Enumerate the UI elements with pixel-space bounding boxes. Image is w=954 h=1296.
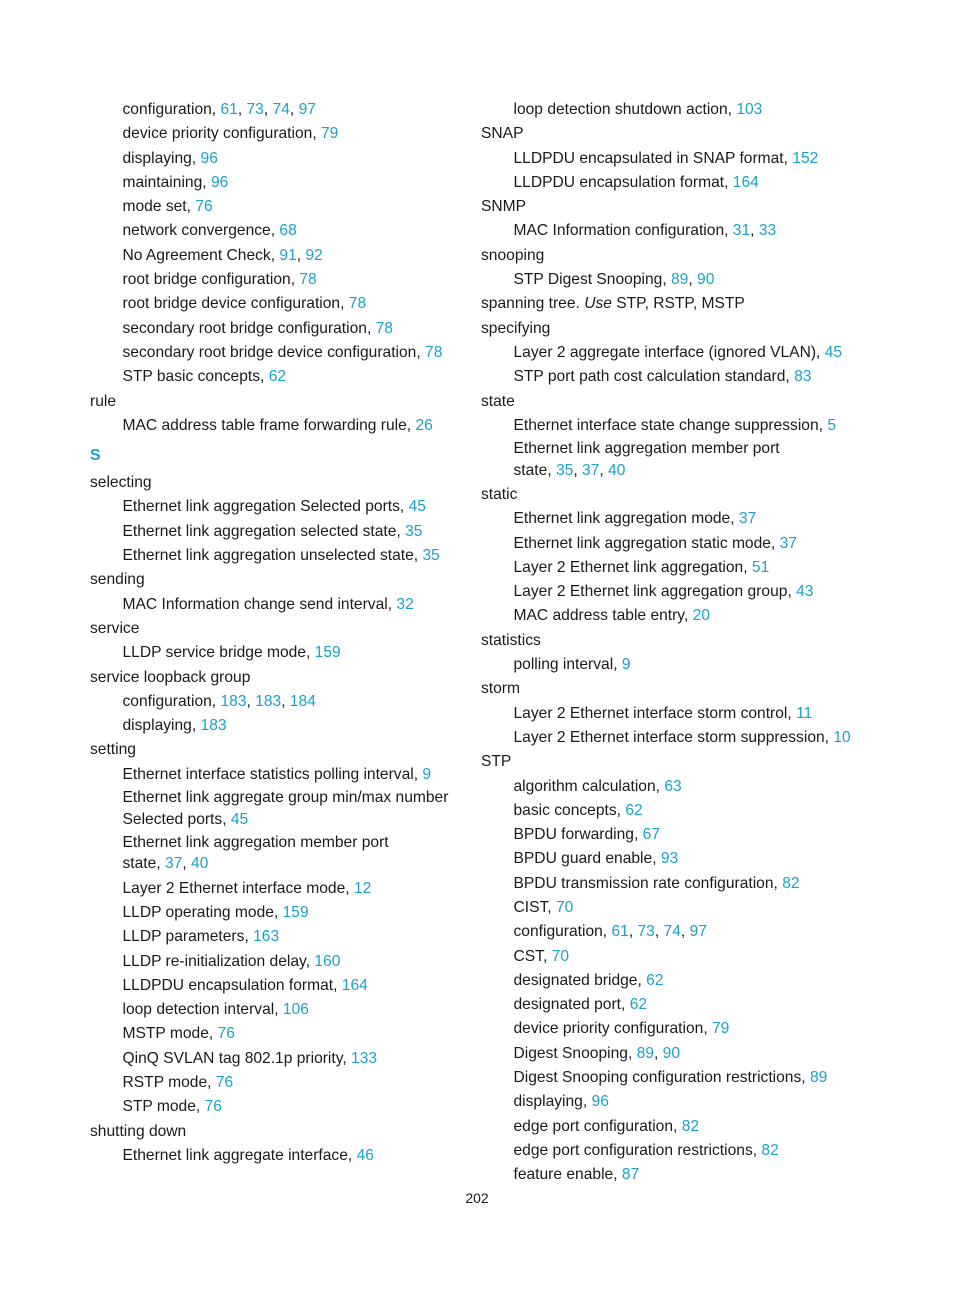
entry-text: service loopback group — [90, 668, 251, 686]
page-link[interactable]: 61 — [220, 101, 238, 118]
entry-text: MAC address table frame forwarding rule, 26 — [122, 416, 433, 434]
index-subentry — [90, 1022, 460, 1046]
entry-text: Selected ports, 45 — [122, 810, 249, 828]
entry-text: snooping — [481, 246, 545, 264]
entry-text: selecting — [90, 474, 152, 492]
index-subentry — [90, 520, 460, 544]
entry-text: Layer 2 Ethernet link aggregation group, 43 — [513, 583, 814, 601]
index-subentry — [90, 195, 460, 219]
entry-text: static — [481, 485, 518, 503]
index-subentry — [481, 702, 871, 726]
page-link[interactable]: 96 — [200, 149, 218, 167]
page-link[interactable]: 79 — [712, 1020, 730, 1038]
entry-text: LLDP re-initialization delay, 160 — [122, 952, 341, 970]
entry-text: state, 35, 37, 40 — [513, 461, 626, 479]
entry-text: MAC address table entry, 20 — [513, 607, 710, 625]
index-subentry — [481, 775, 871, 799]
index-subentry — [90, 641, 460, 665]
page-link[interactable]: 76 — [204, 1098, 222, 1116]
entry-text: LLDPDU encapsulated in SNAP format, 152 — [513, 149, 819, 167]
entry-text: edge port configuration, 82 — [513, 1117, 700, 1135]
page-link[interactable]: 106 — [282, 1001, 309, 1019]
page-link[interactable]: 37 — [779, 534, 797, 552]
page-link[interactable]: 103 — [736, 101, 763, 118]
index-subentry — [481, 341, 871, 365]
page-link[interactable]: 159 — [282, 903, 309, 921]
index-subentry — [90, 1144, 460, 1168]
index-subentry — [90, 1095, 460, 1119]
entry-text: STP mode, 76 — [122, 1098, 222, 1116]
entry-text: edge port configuration restrictions, 82 — [513, 1141, 779, 1159]
page-link[interactable]: 70 — [551, 947, 569, 965]
page-link[interactable]: 35 — [555, 461, 574, 479]
entry-text: displaying, 183 — [122, 717, 227, 735]
page-link[interactable]: 76 — [215, 1073, 234, 1091]
entry-text: Ethernet link aggregation member port — [122, 833, 389, 851]
entry-text: shutting down — [90, 1122, 187, 1140]
page-link[interactable]: 97 — [689, 923, 707, 941]
entry-text: loop detection shutdown action, 103 — [513, 101, 763, 118]
page-link[interactable]: 9 — [422, 765, 432, 783]
page-link[interactable]: 73 — [246, 101, 264, 118]
page-link[interactable]: 62 — [646, 971, 664, 989]
index-entry — [90, 471, 460, 495]
entry-text: state — [481, 392, 515, 410]
index-subentry — [90, 341, 460, 365]
index-subentry — [481, 438, 871, 483]
page-link[interactable]: 90 — [662, 1044, 680, 1062]
index-subentry — [481, 414, 871, 438]
index-subentry — [90, 244, 460, 268]
entry-text: LLDP service bridge mode, 159 — [122, 644, 341, 662]
entry-text: setting — [90, 741, 136, 759]
page-link[interactable]: 183 — [220, 692, 247, 710]
index-subentry — [481, 847, 871, 871]
index-subentry — [90, 268, 460, 292]
index-subentry — [481, 993, 871, 1017]
entry-text: Ethernet link aggregation selected state, 35 — [122, 522, 423, 540]
page-link[interactable]: 96 — [210, 173, 229, 191]
entry-text: root bridge configuration, 78 — [122, 271, 317, 289]
page-link[interactable]: 40 — [191, 855, 209, 873]
entry-text: mode set, 76 — [122, 198, 213, 216]
page-link[interactable]: 37 — [164, 855, 183, 873]
index-subentry — [90, 950, 460, 974]
entry-text: SNAP — [481, 125, 524, 143]
entry-text: configuration, 183, 183, 184 — [122, 692, 316, 710]
entry-text: statistics — [481, 631, 541, 649]
page-link[interactable]: 12 — [353, 879, 372, 897]
page-link[interactable]: 9 — [621, 656, 631, 674]
page-link[interactable]: 10 — [833, 728, 851, 746]
index-entry — [481, 317, 871, 341]
index-subentry — [481, 1066, 871, 1090]
entry-text: service — [90, 619, 140, 637]
page-link[interactable]: 184 — [289, 692, 316, 710]
index-subentry — [90, 147, 460, 171]
index-column-left — [90, 98, 460, 1168]
entry-text: Ethernet link aggregation unselected state, 35 — [122, 547, 440, 565]
page-link[interactable]: 89 — [809, 1069, 828, 1087]
entry-text: Layer 2 Ethernet interface storm control, 11 — [513, 704, 813, 722]
index-subentry — [90, 832, 460, 877]
page-link[interactable]: 76 — [217, 1025, 235, 1043]
entry-text: storm — [481, 680, 520, 698]
index-column-right — [481, 98, 871, 1188]
entry-text: BPDU forwarding, 67 — [513, 826, 660, 844]
page-link[interactable]: 33 — [758, 222, 777, 240]
page-link[interactable]: 62 — [268, 368, 287, 386]
page-link[interactable]: 87 — [621, 1166, 640, 1184]
page-link[interactable]: 82 — [782, 874, 800, 892]
index-subentry — [90, 544, 460, 568]
entry-text: displaying, 96 — [513, 1093, 609, 1111]
index-subentry — [481, 580, 871, 604]
index-entry — [90, 617, 460, 641]
index-subentry — [481, 653, 871, 677]
entry-text: algorithm calculation, 63 — [513, 777, 682, 795]
page-link[interactable]: 164 — [732, 173, 759, 191]
index-subentry — [90, 925, 460, 949]
index-entry — [481, 195, 871, 219]
page-link[interactable]: 82 — [681, 1117, 700, 1135]
entry-text: device priority configuration, 79 — [122, 125, 339, 143]
entry-text: displaying, 96 — [122, 149, 218, 167]
entry-text: Ethernet link aggregation Selected ports, 45 — [122, 498, 426, 516]
index-subentry — [90, 219, 460, 243]
page-link[interactable]: 20 — [692, 607, 710, 625]
entry-text: loop detection interval, 106 — [122, 1001, 309, 1019]
page-link[interactable]: 68 — [279, 222, 297, 240]
page-link[interactable]: 160 — [314, 952, 341, 970]
entry-text: STP Digest Snooping, 89, 90 — [513, 271, 715, 289]
index-subentry — [481, 1042, 871, 1066]
entry-text: Layer 2 Ethernet interface mode, 12 — [122, 879, 372, 897]
index-entry — [481, 122, 871, 146]
entry-text: Ethernet interface statistics polling interval, 9 — [122, 765, 432, 783]
entry-text: root bridge device configuration, 78 — [122, 295, 367, 313]
index-subentry — [481, 365, 871, 389]
entry-text: configuration, 61, 73, 74, 97 — [122, 101, 316, 118]
index-subentry — [481, 945, 871, 969]
entry-text: No Agreement Check, 91, 92 — [122, 246, 323, 264]
index-subentry — [90, 714, 460, 738]
entry-text: Ethernet link aggregation mode, 37 — [513, 510, 757, 528]
entry-text: Ethernet link aggregation member port — [513, 440, 780, 458]
page-link[interactable]: 96 — [591, 1093, 609, 1111]
entry-text: designated port, 62 — [513, 996, 648, 1014]
page-link[interactable]: 90 — [697, 271, 715, 289]
page-link[interactable]: 164 — [341, 976, 368, 994]
entry-text: Ethernet interface state change suppression, 5 — [513, 416, 836, 434]
page-link[interactable]: 5 — [827, 416, 836, 434]
page-link[interactable]: 159 — [314, 644, 341, 662]
page-link[interactable]: 40 — [608, 461, 626, 479]
index-entry — [90, 738, 460, 762]
page-link[interactable]: 92 — [305, 246, 323, 264]
index-subentry — [481, 872, 871, 896]
page-link[interactable]: 74 — [272, 101, 290, 118]
page-link[interactable]: 45 — [408, 498, 426, 516]
entry-text: specifying — [481, 319, 551, 337]
page-link[interactable]: 67 — [642, 826, 660, 844]
entry-text: MAC Information configuration, 31, 33 — [513, 222, 777, 240]
page-link[interactable]: 76 — [195, 198, 213, 216]
index-subentry — [90, 365, 460, 389]
index-subentry — [481, 171, 871, 195]
page-link[interactable]: 91 — [279, 246, 297, 264]
page-link[interactable]: 82 — [761, 1141, 779, 1159]
index-subentry — [481, 1115, 871, 1139]
entry-text: LLDP operating mode, 159 — [122, 903, 309, 921]
entry-text: spanning tree. Use STP, RSTP, MSTP — [481, 295, 745, 313]
index-subentry — [481, 532, 871, 556]
entry-text: STP port path cost calculation standard, 83 — [513, 368, 812, 386]
page-link[interactable]: 78 — [348, 295, 367, 313]
index-subentry — [90, 98, 460, 122]
entry-text: LLDPDU encapsulation format, 164 — [513, 173, 759, 191]
index-entry — [481, 390, 871, 414]
index-subentry — [481, 556, 871, 580]
index-subentry — [481, 726, 871, 750]
index-subentry — [90, 593, 460, 617]
page-link[interactable]: 133 — [351, 1049, 378, 1067]
index-subentry — [481, 896, 871, 920]
page-link[interactable]: 73 — [637, 923, 655, 941]
page-link[interactable]: 62 — [625, 801, 643, 819]
index-subentry — [481, 604, 871, 628]
entry-text: sending — [90, 571, 145, 589]
page-link[interactable]: 61 — [611, 923, 629, 941]
entry-text: Ethernet link aggregate group min/max number — [122, 789, 449, 807]
entry-text: secondary root bridge configuration, 78 — [122, 319, 393, 337]
page-link[interactable]: 11 — [796, 704, 813, 722]
index-entry — [90, 666, 460, 690]
index-subentry — [90, 974, 460, 998]
index-subentry — [90, 414, 460, 438]
page-link[interactable]: 74 — [663, 923, 681, 941]
index-subentry — [90, 1071, 460, 1095]
index-subentry — [481, 1139, 871, 1163]
entry-text: rule — [90, 392, 117, 410]
page-link[interactable]: 183 — [200, 717, 227, 735]
index-subentry — [481, 799, 871, 823]
page-link[interactable]: 62 — [629, 996, 648, 1014]
page-link[interactable]: 79 — [321, 125, 339, 143]
index-subentry — [90, 171, 460, 195]
index-subentry — [481, 507, 871, 531]
index-subentry — [90, 122, 460, 146]
index-entry — [481, 292, 871, 316]
index-entry — [90, 390, 460, 414]
page-link[interactable]: 83 — [794, 368, 812, 386]
index-subentry — [481, 219, 871, 243]
index-entry — [481, 629, 871, 653]
index-subentry — [481, 823, 871, 847]
see-reference-label: Use — [584, 295, 612, 313]
entry-text: CST, 70 — [513, 947, 569, 965]
entry-text: CIST, 70 — [513, 899, 574, 916]
entry-text: state, 37, 40 — [122, 855, 209, 873]
index-subentry — [481, 920, 871, 944]
page-link[interactable]: 45 — [230, 810, 249, 828]
entry-text: LLDP parameters, 163 — [122, 928, 280, 946]
section-letter: S — [90, 447, 101, 465]
entry-text: secondary root bridge device configuration, 78 — [122, 343, 443, 361]
entry-text: configuration, 61, 73, 74, 97 — [513, 923, 707, 941]
entry-text: SNMP — [481, 198, 527, 216]
page-link[interactable]: 31 — [732, 222, 751, 240]
entry-text: Digest Snooping, 89, 90 — [513, 1044, 680, 1062]
entry-text: MSTP mode, 76 — [122, 1025, 235, 1043]
page-link[interactable]: 32 — [396, 595, 414, 613]
entry-text: maintaining, 96 — [122, 173, 229, 191]
entry-text: STP — [481, 753, 512, 771]
entry-text: Ethernet link aggregation static mode, 37 — [513, 534, 797, 552]
index-subentry — [90, 1047, 460, 1071]
index-subentry — [90, 495, 460, 519]
entry-text: Layer 2 Ethernet interface storm suppression, 10 — [513, 728, 851, 746]
entry-text: Ethernet link aggregate interface, 46 — [122, 1146, 374, 1164]
page-link[interactable]: 163 — [253, 928, 280, 946]
entry-text: network convergence, 68 — [122, 222, 297, 240]
page-link[interactable]: 43 — [796, 583, 814, 601]
entry-text: feature enable, 87 — [513, 1166, 640, 1184]
page-link[interactable]: 78 — [425, 343, 443, 361]
index-entry — [481, 677, 871, 701]
index-entry — [481, 750, 871, 774]
index-entry — [90, 568, 460, 592]
index-subentry — [481, 268, 871, 292]
index-subentry — [481, 147, 871, 171]
index-entry — [481, 244, 871, 268]
entry-text: BPDU guard enable, 93 — [513, 850, 679, 868]
entry-text: designated bridge, 62 — [513, 971, 664, 989]
page-link[interactable]: 35 — [422, 547, 440, 565]
index-subentry — [90, 292, 460, 316]
entry-text: MAC Information change send interval, 32 — [122, 595, 414, 613]
page-link[interactable]: 93 — [660, 850, 679, 868]
page-link[interactable]: 37 — [738, 510, 757, 528]
page-link[interactable]: 46 — [356, 1146, 374, 1164]
page-link[interactable]: 183 — [255, 692, 282, 710]
page-link[interactable]: 26 — [415, 416, 433, 434]
index-subentry — [481, 1017, 871, 1041]
page-link[interactable]: 89 — [636, 1044, 654, 1062]
page-link[interactable]: 78 — [299, 271, 317, 289]
entry-text: BPDU transmission rate configuration, 82 — [513, 874, 800, 892]
page-link[interactable]: 70 — [555, 899, 574, 916]
entry-text: Layer 2 Ethernet link aggregation, 51 — [513, 558, 770, 576]
entry-text: LLDPDU encapsulation format, 164 — [122, 976, 368, 994]
index-subentry — [90, 787, 460, 832]
index-subentry — [90, 317, 460, 341]
page-link[interactable]: 97 — [298, 101, 316, 118]
page-link[interactable]: 45 — [824, 343, 843, 361]
index-subentry — [90, 877, 460, 901]
page-link[interactable]: 78 — [375, 319, 393, 337]
index-entry — [481, 483, 871, 507]
index-subentry — [90, 763, 460, 787]
index-subentry — [481, 1163, 871, 1187]
entry-text: QinQ SVLAN tag 802.1p priority, 133 — [122, 1049, 378, 1067]
page-link[interactable]: 152 — [792, 149, 819, 167]
index-subentry — [481, 969, 871, 993]
page-link[interactable]: 35 — [405, 522, 423, 540]
page-link[interactable]: 63 — [664, 777, 682, 795]
entry-text: Layer 2 aggregate interface (ignored VLAN), 45 — [513, 343, 843, 361]
entry-text: STP basic concepts, 62 — [122, 368, 287, 386]
index-entry — [90, 1120, 460, 1144]
entry-text: device priority configuration, 79 — [513, 1020, 730, 1038]
entry-text: RSTP mode, 76 — [122, 1073, 234, 1091]
index-subentry — [90, 690, 460, 714]
index-subentry — [90, 998, 460, 1022]
index-subentry — [90, 901, 460, 925]
page-link[interactable]: 89 — [670, 271, 689, 289]
entry-text: basic concepts, 62 — [513, 801, 643, 819]
page-link[interactable]: 37 — [582, 461, 600, 479]
page-number: 202 — [465, 1190, 489, 1206]
page-link[interactable]: 51 — [751, 558, 770, 576]
entry-text: polling interval, 9 — [513, 656, 631, 674]
entry-text: Digest Snooping configuration restrictions, 89 — [513, 1069, 828, 1087]
index-subentry — [481, 1090, 871, 1114]
index-subentry — [481, 98, 871, 122]
